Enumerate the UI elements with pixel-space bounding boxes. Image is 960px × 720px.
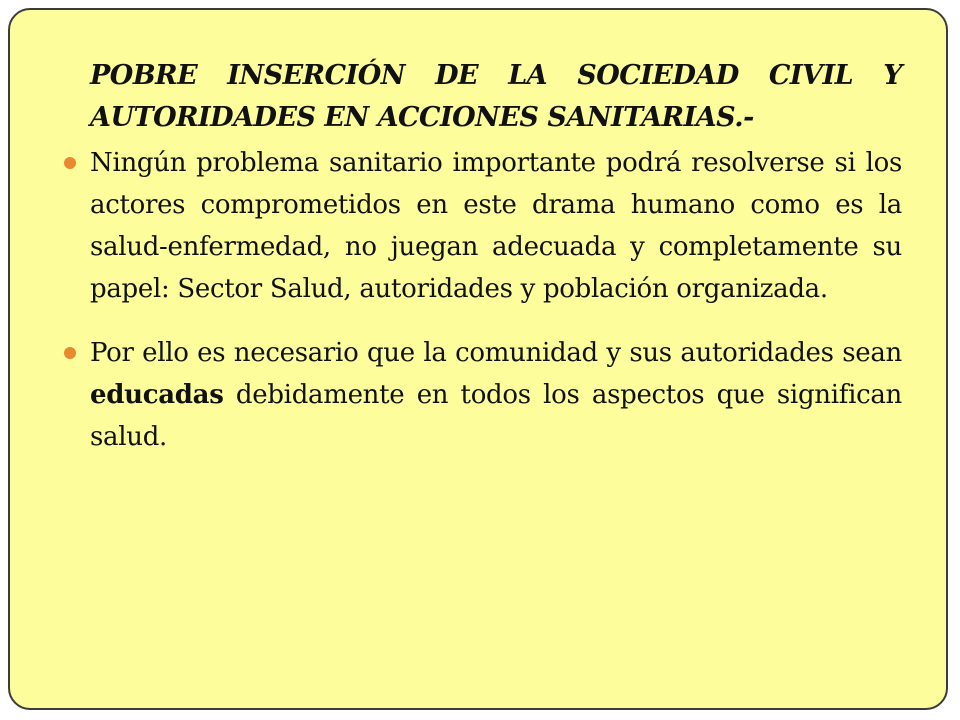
- bullet-item-1: [90, 142, 902, 310]
- title-line-2: AUTORIDADES EN ACCIONES SANITARIAS.-: [90, 102, 754, 133]
- bullet-dot-icon: [64, 347, 76, 359]
- slide-title: [90, 55, 902, 139]
- bullet-list: [90, 142, 902, 480]
- bullet-2-emphasis: educadas: [90, 380, 224, 410]
- title-line-1: POBRE INSERCIÓN DE LA SOCIEDAD CIVIL Y: [90, 60, 902, 91]
- bullet-2-text-before: Por ello es necesario que la comunidad y sus autoridades sean: [90, 338, 902, 368]
- bullet-1-text: Ningún problema sanitario importante podrá resolverse si los actores comprometidos en este drama humano como es la salud-enfermedad, no juegan adecuada y completamente su papel: Sector Salud, autoridades y población organizada.: [90, 148, 902, 304]
- bullet-2-text-after: debidamente en todos los aspectos que significan salud.: [90, 380, 902, 452]
- bullet-dot-icon: [64, 157, 76, 169]
- bullet-item-2: [90, 332, 902, 458]
- slide-frame: [8, 8, 948, 710]
